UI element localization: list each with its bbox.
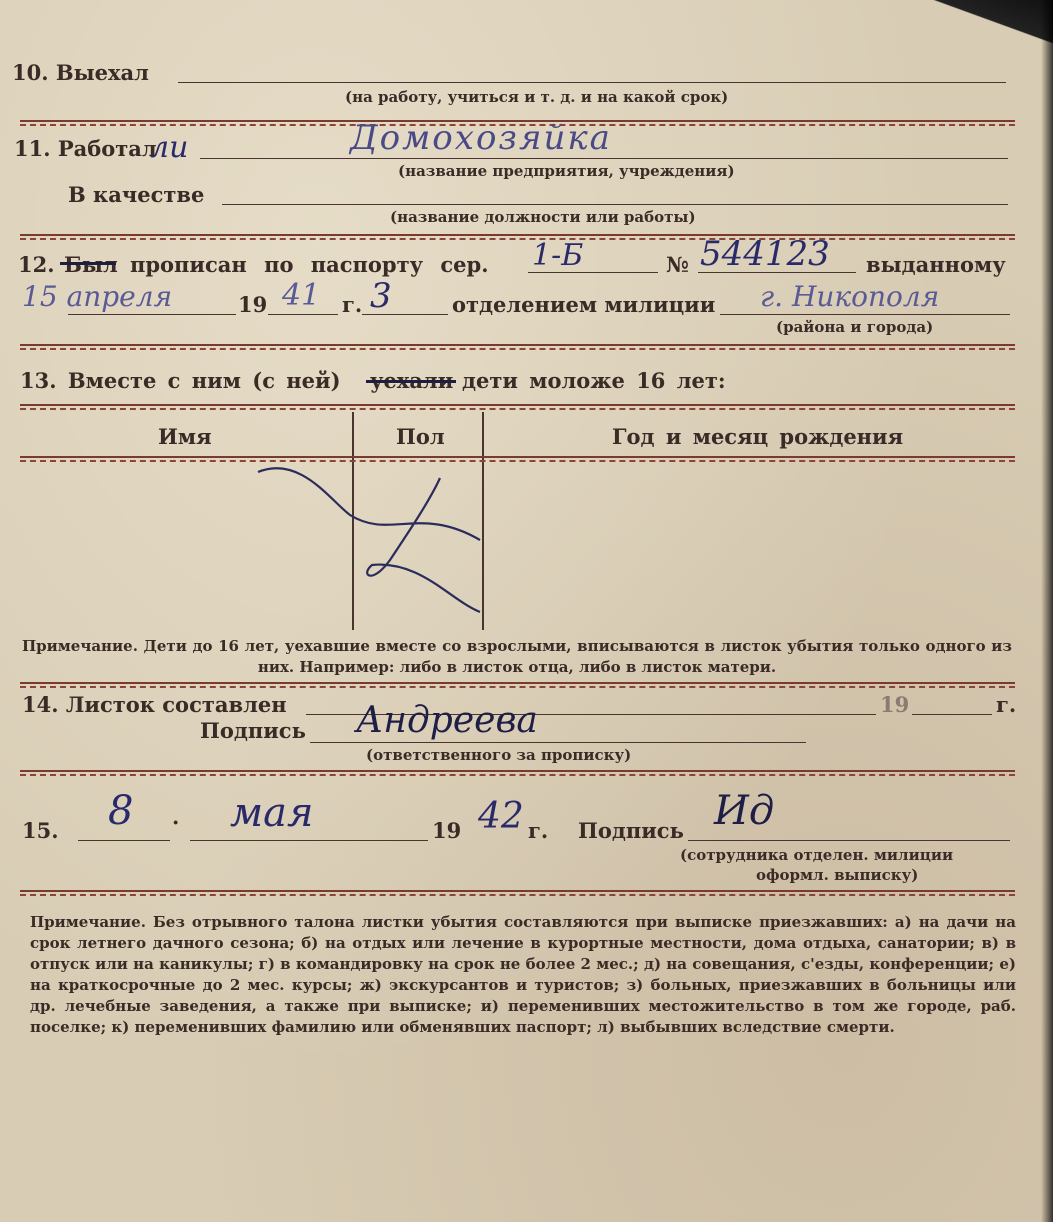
row15-month: мая xyxy=(230,790,314,836)
row11-workplace: Домохозяйка xyxy=(350,118,612,158)
row12-dept-hint: (района и города) xyxy=(776,318,934,336)
row15-signature-label: Подпись xyxy=(578,818,684,843)
row10-hint: (на работу, учиться и т. д. и на какой срок) xyxy=(345,88,729,106)
row15-number: 15. xyxy=(22,818,59,843)
row15-hint-1: (сотрудника отделен. милиции xyxy=(680,846,954,864)
row15-month-line xyxy=(190,840,428,841)
row15-g-label: г. xyxy=(528,818,549,843)
row13-struck: уехали xyxy=(370,368,454,393)
separator xyxy=(20,682,1015,688)
row12-year-prefix: 19 xyxy=(238,292,268,317)
row11-hint: (название предприятия, учреждения) xyxy=(398,162,735,180)
row12-struck: Был xyxy=(64,252,118,277)
row12-passport-no: 544123 xyxy=(700,234,830,274)
col-header-birth: Год и месяц рождения xyxy=(612,424,904,449)
row14-signature-label: Подпись xyxy=(200,718,306,743)
row13-label-end: дети моложе 16 лет: xyxy=(462,368,726,393)
note-children: Примечание. Дети до 16 лет, уехавшие вместе со взрослыми, вписываются в листок убытия только одного из них. Например: либо в листок отца, либо в листок матери. xyxy=(22,637,1012,676)
row11-label: 11. Работал xyxy=(14,136,157,161)
note-without-coupon: Примечание. Без отрывного талона листки убытия составляются при выписке приезжавших: а) на дачи на срок летнего дачного сезона; б) на отдых или лечение в курортные местности, дома отдыха, санатории; в) в отпуск или на каникулы; г) в командировку на срок не более 2 мес.; д) на совещания, с'езды, конференции; е) на краткосрочные до 2 мес. курсы; ж) экскурсантов и туристов; з) больных, приезжавших в больницы или др. лечебные заведения, а также при выписке; и) переменивших местожительство в том же городе, раб. поселке; к) переменивших фамилию или обменявших паспорт; л) выбывших вследствие смерти. xyxy=(30,913,1016,1036)
row14-g-label: г. xyxy=(996,692,1017,717)
col-header-name: Имя xyxy=(158,424,212,449)
row12-no-label: № xyxy=(666,252,689,277)
row15-day: 8 xyxy=(108,788,134,834)
row14-year-prefix: 19 xyxy=(880,692,910,717)
row14-signature: Андреева xyxy=(356,700,538,741)
row14-label: 14. Листок составлен xyxy=(22,692,287,717)
row12-dept-no: 3 xyxy=(370,276,392,316)
col-header-sex: Пол xyxy=(396,424,445,449)
row13-label-start: 13. Вместе с ним (с ней) xyxy=(20,368,341,393)
row15-year-prefix: 19 xyxy=(432,818,462,843)
row15-dot: · xyxy=(172,810,180,835)
row11-position-hint: (название должности или работы) xyxy=(390,208,696,226)
row11-suffix: ли xyxy=(150,130,189,165)
row12-text: прописан по паспорту сер. xyxy=(130,252,489,277)
row12-issued-label: выданному xyxy=(866,252,1006,277)
row14-signature-hint: (ответственного за прописку) xyxy=(366,746,632,764)
row15-day-line xyxy=(78,840,170,841)
row12-g-label: г. xyxy=(342,292,363,317)
row14-signature-line xyxy=(310,742,806,743)
row12-dept-city: г. Никополя xyxy=(760,280,940,313)
row12-series: 1-Б xyxy=(532,238,584,273)
row15-hint-2: оформл. выписку) xyxy=(756,866,919,884)
row12-dept-label: отделением милиции xyxy=(452,292,716,317)
row12-year-suffix: 41 xyxy=(282,278,321,313)
row11-position-label: В качестве xyxy=(68,182,205,207)
row14-year-line xyxy=(912,714,992,715)
row15-signature-line xyxy=(688,840,1010,841)
row15-year-suffix: 42 xyxy=(478,796,524,837)
separator xyxy=(20,770,1015,776)
row12-issued-date: 15 апреля xyxy=(22,280,173,313)
row15-signature: Ид xyxy=(714,788,775,834)
row10-label: 10. Выехал xyxy=(12,60,149,85)
separator xyxy=(20,890,1015,896)
row12-number: 12. xyxy=(18,252,55,277)
